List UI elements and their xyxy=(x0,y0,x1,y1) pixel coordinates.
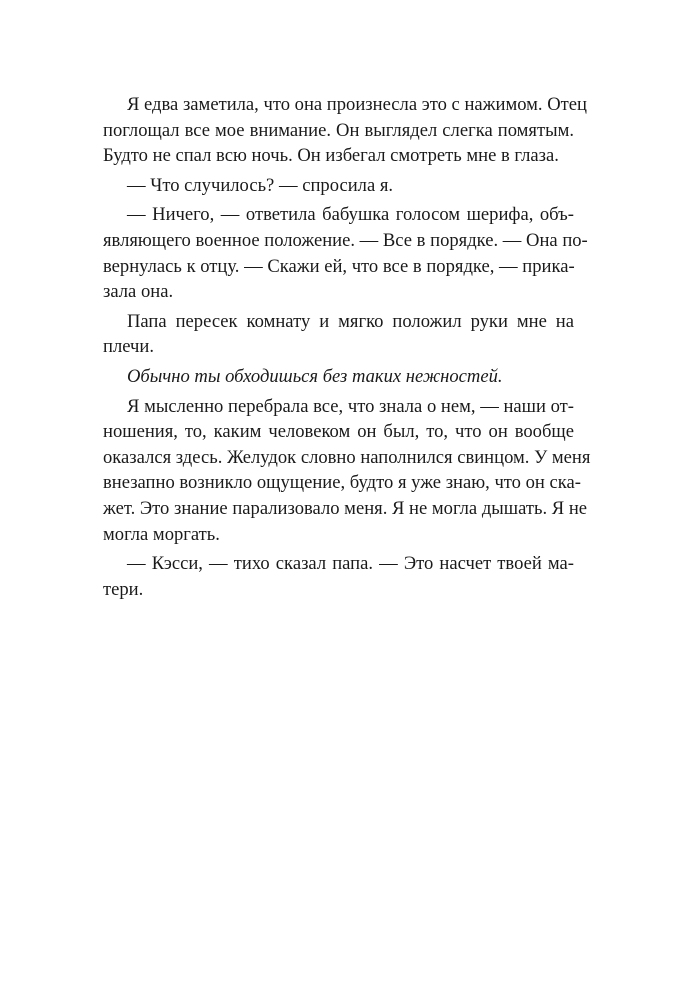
book-page xyxy=(103,92,591,606)
text-line: зала она. xyxy=(103,281,174,303)
text-line: — Ничего, — ответила бабушка голосом шерифа, объ- xyxy=(127,204,574,226)
text-line: Обычно ты обходишься без таких нежностей. xyxy=(127,365,503,387)
text-line: жет. Это знание парализовало меня. Я не могла дышать. Я не xyxy=(103,497,588,519)
text-line: плечи. xyxy=(103,336,154,358)
paragraph xyxy=(103,92,587,169)
text-body xyxy=(103,92,591,602)
text-line: являющего военное положение. — Все в порядке. — Она по- xyxy=(103,229,588,251)
text-line: тери. xyxy=(103,578,144,600)
text-line: поглощал все мое внимание. Он выглядел слегка помятым. xyxy=(103,119,574,141)
text-line: Папа пересек комнату и мягко положил руки мне на xyxy=(127,310,574,332)
text-line: Я мысленно перебрала все, что знала о нем, — наши от- xyxy=(127,395,574,417)
text-line: ношения, то, каким человеком он был, то, что он вообще xyxy=(103,421,574,443)
paragraph xyxy=(103,394,591,548)
text-line: вернулась к отцу. — Скажи ей, что все в порядке, — прика- xyxy=(103,255,575,277)
text-line: оказался здесь. Желудок словно наполнился свинцом. У меня xyxy=(103,446,591,468)
text-line: Будто не спал всю ночь. Он избегал смотреть мне в глаза. xyxy=(103,145,559,167)
text-line: — Кэсси, — тихо сказал папа. — Это насчет твоей ма- xyxy=(127,553,574,575)
text-line: — Что случилось? — спросила я. xyxy=(127,174,394,196)
paragraph xyxy=(103,202,588,304)
italic-paragraph xyxy=(103,364,574,390)
text-line: могла моргать. xyxy=(103,523,220,545)
paragraph xyxy=(103,551,574,602)
text-line: Я едва заметила, что она произнесла это с нажимом. Отец xyxy=(127,94,587,115)
paragraph xyxy=(103,309,574,360)
text-line: внезапно возникло ощущение, будто я уже знаю, что он ска- xyxy=(103,472,581,494)
paragraph xyxy=(103,173,574,199)
